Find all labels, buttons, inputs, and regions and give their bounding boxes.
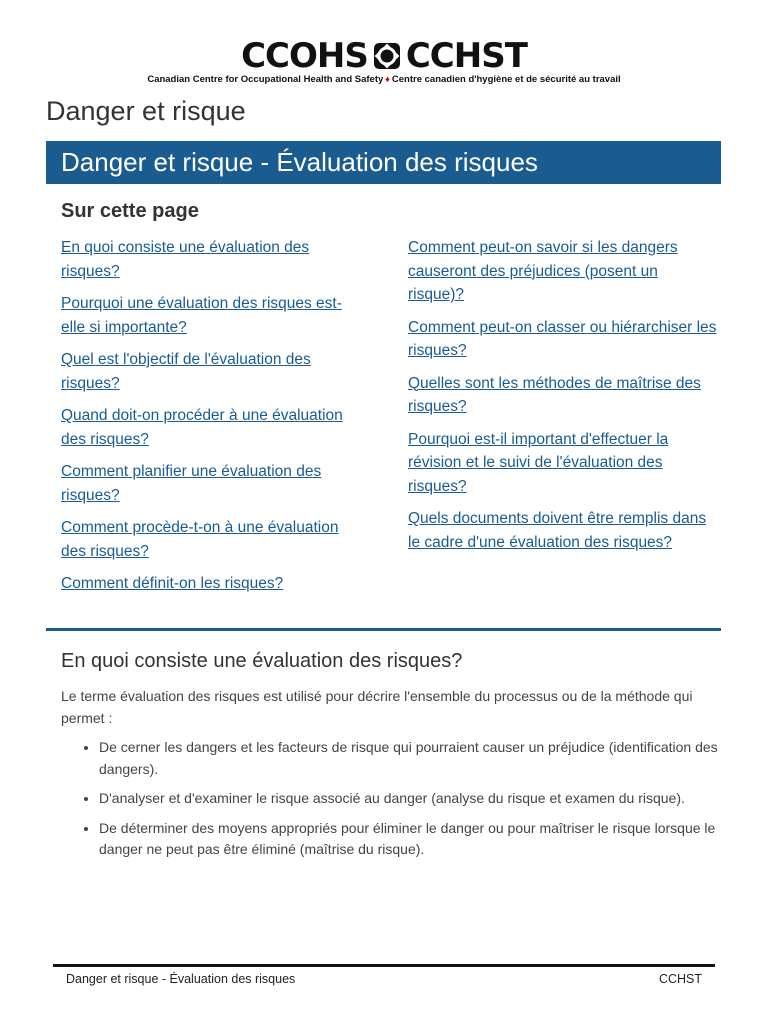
toc-link[interactable]: En quoi consiste une évaluation des risques? xyxy=(61,239,310,280)
toc-item xyxy=(61,348,361,395)
bullet-item: • De déterminer des moyens appropriés pour éliminer le danger ou pour maîtriser le risque lorsque le danger ne peut pas être éliminé (maîtrise du risque). xyxy=(99,818,739,861)
toc-item xyxy=(61,460,361,507)
toc-item xyxy=(61,236,361,283)
toc-right-column xyxy=(408,236,718,563)
banner-title: Danger et risque - Évaluation des risques xyxy=(61,147,538,177)
toc-left-column xyxy=(61,236,361,605)
bullet-item: • De cerner les dangers et les facteurs de risque qui pourraient causer un préjudice (identification des dangers). xyxy=(99,737,739,780)
toc-item xyxy=(408,372,718,419)
toc-item xyxy=(408,507,718,554)
toc-link[interactable]: Quand doit-on procéder à une évaluation des risques? xyxy=(61,407,343,448)
toc-link[interactable]: Comment définit-on les risques? xyxy=(61,575,284,592)
toc-title: Sur cette page xyxy=(61,200,199,222)
section-divider xyxy=(46,628,721,631)
toc-item xyxy=(61,516,361,563)
toc-item xyxy=(61,292,361,339)
section-intro: Le terme évaluation des risques est utilisé pour décrire l'ensemble du processus ou de la méthode qui permet : xyxy=(61,688,693,726)
logo-left-word: CCOHS xyxy=(241,36,368,76)
toc-link[interactable]: Pourquoi une évaluation des risques est-elle si importante? xyxy=(61,295,342,336)
logo-wordmark xyxy=(241,38,527,74)
maple-leaf-icon: ♦ xyxy=(385,74,390,84)
toc-item xyxy=(61,572,361,596)
ccohs-emblem-icon xyxy=(372,41,402,71)
page-heading: Danger et risque xyxy=(46,96,246,126)
toc-item xyxy=(408,316,718,363)
logo-subtitle xyxy=(0,74,768,85)
page-title-banner xyxy=(46,141,721,184)
toc-link[interactable]: Quels documents doivent être remplis dans le cadre d'une évaluation des risques? xyxy=(408,510,707,551)
logo-subtitle-en: Canadian Centre for Occupational Health and Safety xyxy=(147,74,384,85)
toc-item xyxy=(408,428,718,499)
toc-link[interactable]: Quelles sont les méthodes de maîtrise des risques? xyxy=(408,374,701,415)
toc-link[interactable]: Comment procède-t-on à une évaluation des risques? xyxy=(61,519,339,560)
toc-item xyxy=(61,404,361,451)
ccohs-logo xyxy=(0,38,768,85)
footer-brand: CCHST xyxy=(658,972,702,986)
logo-subtitle-fr: Centre canadien d'hygiène et de sécurité au travail xyxy=(391,74,621,85)
toc-link[interactable]: Quel est l'objectif de l'évaluation des risques? xyxy=(61,351,311,392)
footer-rule xyxy=(53,964,715,967)
logo-right-word: CCHST xyxy=(405,36,527,76)
toc-link[interactable]: Comment peut-on classer ou hiérarchiser les risques? xyxy=(408,318,717,359)
section-heading: En quoi consiste une évaluation des risques? xyxy=(61,650,463,672)
toc-link[interactable]: Comment planifier une évaluation des risques? xyxy=(61,463,322,504)
section-bullet-list xyxy=(61,737,739,869)
bullet-item: • D'analyser et d'examiner le risque associé au danger (analyse du risque et examen du risque). xyxy=(99,788,739,810)
toc-link[interactable]: Pourquoi est-il important d'effectuer la révision et le suivi de l'évaluation des risques? xyxy=(408,430,669,495)
toc-link[interactable]: Comment peut-on savoir si les dangers causeront des préjudices (posent un risque)? xyxy=(408,239,678,303)
toc-item xyxy=(408,236,718,307)
footer-title: Danger et risque - Évaluation des risques xyxy=(66,972,296,986)
